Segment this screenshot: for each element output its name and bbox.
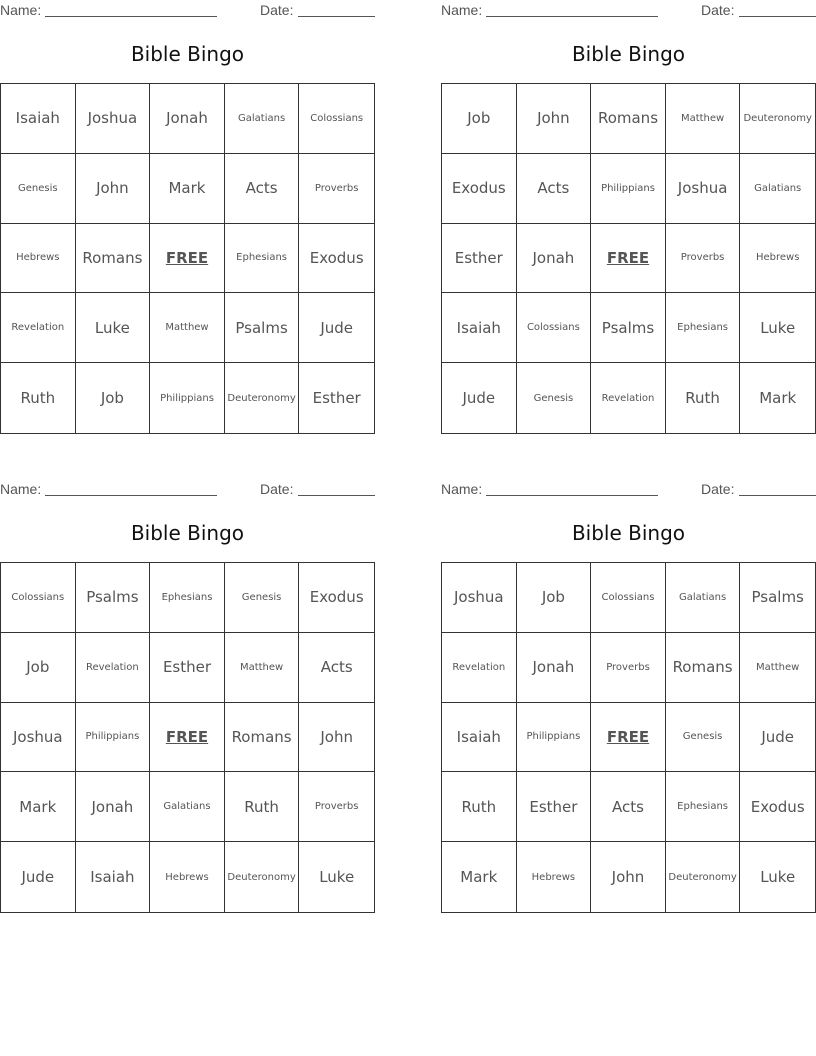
bingo-cell: Colossians: [517, 293, 592, 363]
bingo-cell: Acts: [517, 154, 592, 224]
bingo-cell: Philippians: [517, 703, 592, 773]
card-title: Bible Bingo: [571, 521, 686, 545]
bingo-cell: Jonah: [517, 633, 592, 703]
bingo-cell: Isaiah: [442, 293, 517, 363]
bingo-cell: John: [591, 842, 666, 912]
bingo-cell: Galatians: [225, 84, 300, 154]
bingo-cell: Isaiah: [1, 84, 76, 154]
name-field-line: [486, 495, 658, 496]
bingo-cell: Philippians: [150, 363, 225, 433]
date-field-line: [298, 495, 375, 496]
bingo-cell: Isaiah: [76, 842, 151, 912]
name-label: Name:: [0, 481, 42, 497]
card-header: [441, 481, 816, 499]
bingo-cell: Acts: [591, 772, 666, 842]
bingo-cell: Job: [517, 563, 592, 633]
card-title: Bible Bingo: [130, 42, 245, 66]
bingo-cell: Jude: [442, 363, 517, 433]
bingo-cell: Luke: [319, 868, 355, 887]
bingo-cell: Isaiah: [442, 703, 517, 773]
bingo-cell: Ruth: [225, 772, 300, 842]
bingo-cell: Colossians: [1, 563, 76, 633]
bingo-cell: Job: [1, 633, 76, 703]
bingo-cell: Philippians: [76, 703, 151, 773]
bingo-cell: Luke: [760, 868, 796, 887]
bingo-cell: Genesis: [1, 154, 76, 224]
bingo-cell: Psalms: [591, 293, 666, 363]
bingo-cell: Deuteronomy: [666, 842, 741, 912]
bingo-cell: Colossians: [591, 563, 666, 633]
bingo-grid: [441, 83, 816, 434]
bingo-cell: Ruth: [442, 772, 517, 842]
bingo-cell: Jonah: [517, 224, 592, 294]
bingo-cell: Romans: [666, 633, 741, 703]
bingo-cell: Joshua: [666, 154, 741, 224]
bingo-cell: John: [299, 703, 374, 773]
bingo-cell: Proverbs: [591, 633, 666, 703]
bingo-cell: Job: [76, 363, 151, 433]
name-label: Name:: [441, 481, 483, 497]
bingo-cell: Genesis: [225, 563, 300, 633]
bingo-cell: Hebrews: [150, 842, 225, 912]
date-label: Date:: [260, 481, 294, 497]
bingo-cell: Revelation: [1, 293, 76, 363]
bingo-cell: Jonah: [150, 84, 225, 154]
bingo-cell: Jude: [299, 293, 374, 363]
name-field-line: [45, 16, 217, 17]
bingo-cell: Hebrews: [740, 224, 815, 294]
bingo-cell: Joshua: [442, 563, 517, 633]
bingo-cell: Romans: [225, 703, 300, 773]
date-label: Date:: [701, 2, 735, 18]
bingo-cell: Esther: [442, 224, 517, 294]
card-title: Bible Bingo: [130, 521, 245, 545]
bingo-cell: Genesis: [517, 363, 592, 433]
bingo-cell: Mark: [150, 154, 225, 224]
bingo-cell: Revelation: [591, 363, 666, 433]
bingo-grid: [0, 83, 375, 434]
date-label: Date:: [701, 481, 735, 497]
name-field-line: [486, 16, 658, 17]
bingo-cell: Ephesians: [666, 293, 741, 363]
bingo-cell: Deuteronomy: [225, 363, 300, 433]
bingo-cell: Exodus: [299, 224, 374, 294]
bingo-cell: Galatians: [666, 563, 741, 633]
date-field-line: [298, 16, 375, 17]
bingo-cell: Jude: [1, 842, 76, 912]
bingo-cell: John: [76, 154, 151, 224]
bingo-cell: Jude: [740, 703, 815, 773]
bingo-grid: [441, 562, 816, 913]
bingo-cell: Mark: [442, 842, 517, 912]
bingo-cell: Colossians: [299, 84, 374, 154]
bingo-cell: Exodus: [299, 563, 374, 633]
bingo-cell: Hebrews: [1, 224, 76, 294]
bingo-cell: Psalms: [225, 293, 300, 363]
bingo-cell: Revelation: [442, 633, 517, 703]
bingo-cell: Acts: [299, 633, 374, 703]
name-field-line: [45, 495, 217, 496]
bingo-cell: Matthew: [740, 633, 815, 703]
bingo-cell: Philippians: [591, 154, 666, 224]
free-space-cell: FREE: [150, 703, 225, 773]
bingo-cell: Matthew: [150, 293, 225, 363]
bingo-cell: Exodus: [740, 772, 815, 842]
bingo-cell: Ephesians: [225, 224, 300, 294]
card-header: [441, 2, 816, 20]
bingo-cell: Matthew: [666, 84, 741, 154]
bingo-cell: Proverbs: [299, 154, 374, 224]
card-header: [0, 2, 375, 20]
free-space-cell: FREE: [591, 224, 666, 294]
bingo-cell: Deuteronomy: [225, 842, 300, 912]
bingo-cell: Proverbs: [666, 224, 741, 294]
bingo-cell: Psalms: [740, 563, 815, 633]
date-field-line: [739, 16, 816, 17]
card-title: Bible Bingo: [571, 42, 686, 66]
bingo-cell: Matthew: [225, 633, 300, 703]
bingo-cell: Jonah: [76, 772, 151, 842]
bingo-cell: Psalms: [76, 563, 151, 633]
bingo-cell: Esther: [312, 389, 361, 408]
bingo-cell: Deuteronomy: [740, 84, 815, 154]
bingo-cell: Acts: [225, 154, 300, 224]
bingo-cell: Ephesians: [150, 563, 225, 633]
free-space-cell: FREE: [591, 703, 666, 773]
bingo-cell: Revelation: [76, 633, 151, 703]
bingo-cell: Proverbs: [299, 772, 374, 842]
bingo-cell: Luke: [76, 293, 151, 363]
bingo-cell: Ruth: [1, 363, 76, 433]
bingo-cell: John: [517, 84, 592, 154]
bingo-cell: Esther: [517, 772, 592, 842]
bingo-cell: Galatians: [740, 154, 815, 224]
date-field-line: [739, 495, 816, 496]
bingo-cell: Joshua: [1, 703, 76, 773]
bingo-cell: Romans: [591, 84, 666, 154]
bingo-cell: Ruth: [666, 363, 741, 433]
bingo-cell: Joshua: [76, 84, 151, 154]
bingo-cell: Galatians: [150, 772, 225, 842]
bingo-cell: Job: [442, 84, 517, 154]
date-label: Date:: [260, 2, 294, 18]
bingo-cell: Mark: [1, 772, 76, 842]
free-space-cell: FREE: [150, 224, 225, 294]
bingo-cell: Hebrews: [517, 842, 592, 912]
bingo-cell: Exodus: [442, 154, 517, 224]
bingo-cell: Esther: [150, 633, 225, 703]
bingo-cell: Luke: [740, 293, 815, 363]
bingo-grid: [0, 562, 375, 913]
name-label: Name:: [441, 2, 483, 18]
bingo-cell: Ephesians: [666, 772, 741, 842]
name-label: Name:: [0, 2, 42, 18]
card-header: [0, 481, 375, 499]
bingo-cell: Romans: [76, 224, 151, 294]
bingo-cell: Genesis: [666, 703, 741, 773]
bingo-cell: Mark: [759, 389, 797, 408]
